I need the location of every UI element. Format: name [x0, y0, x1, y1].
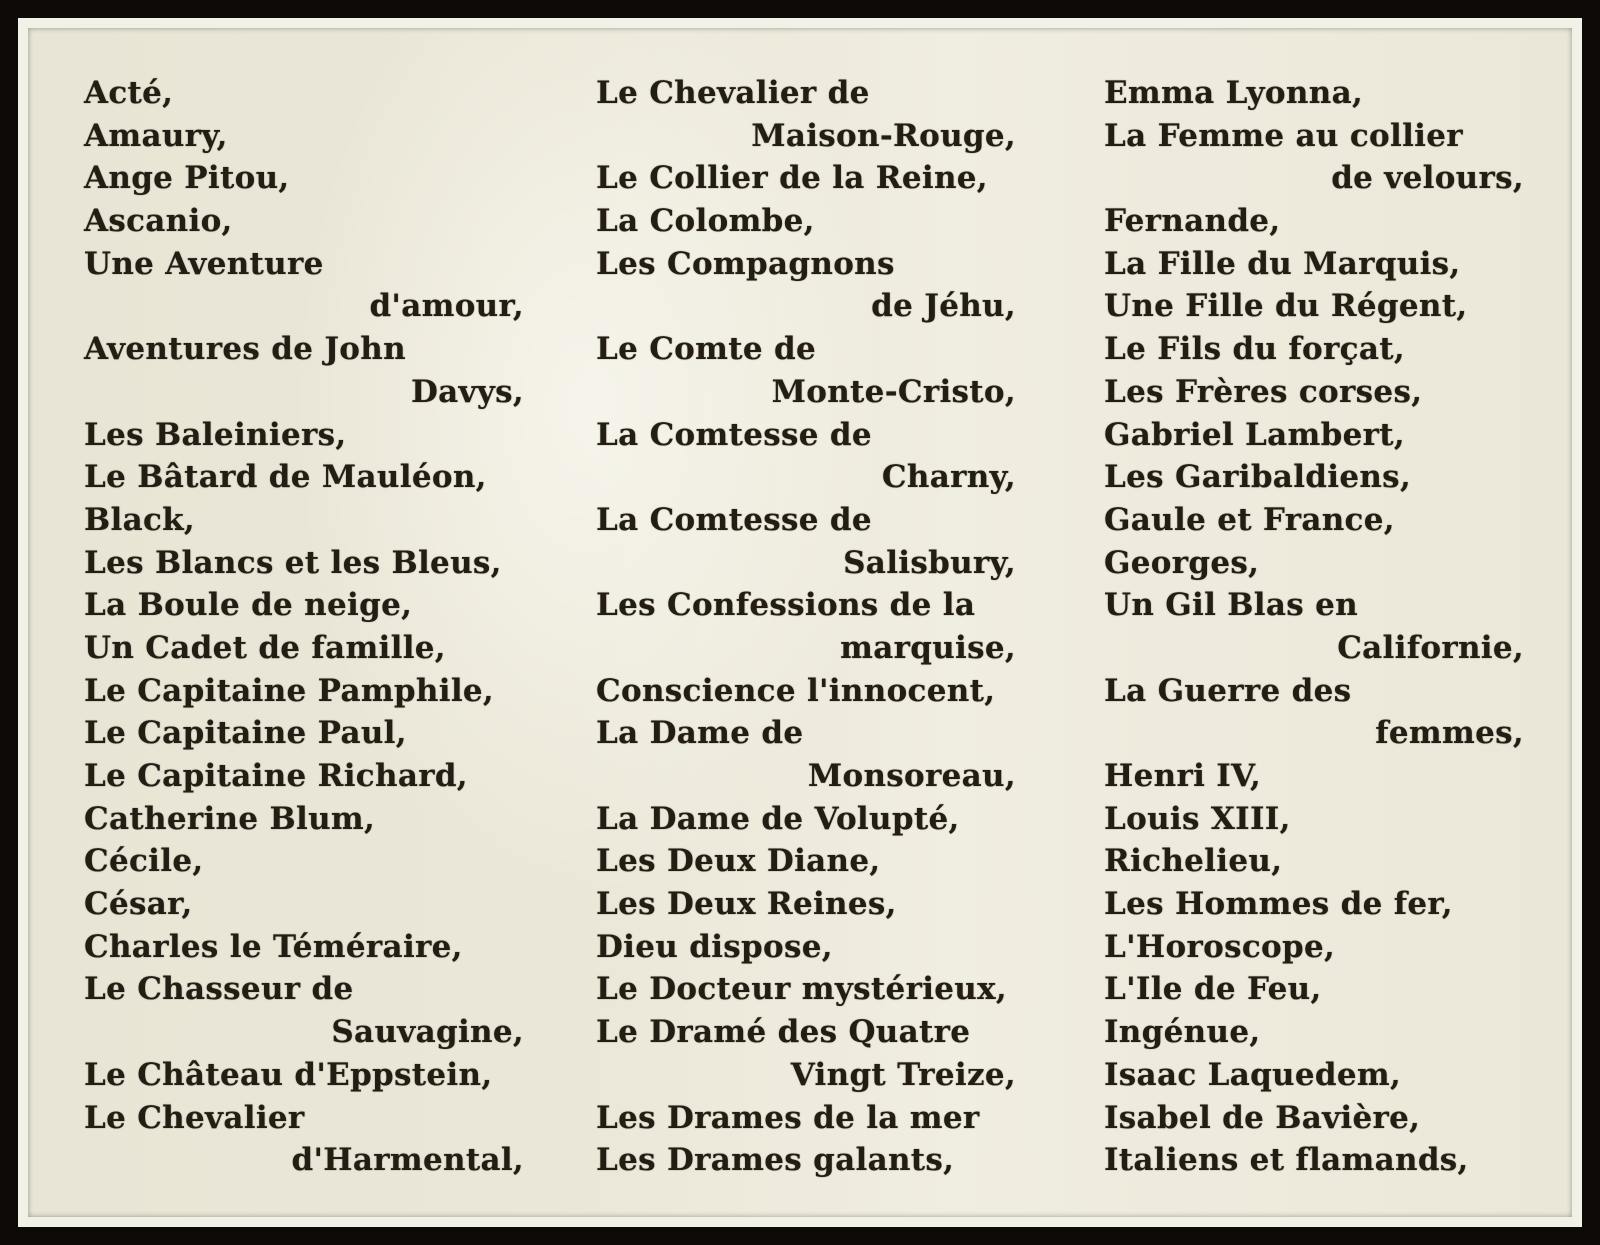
printed-page — [28, 28, 1572, 1217]
book-title — [1104, 72, 1524, 115]
book-title-line: Catherine Blum, — [84, 800, 376, 837]
book-title-line: Un Gil Blas en — [1104, 587, 1358, 624]
book-title-line: La Boule de neige, — [84, 587, 413, 624]
book-title-line: Isabel de Bavière, — [1104, 1099, 1421, 1136]
book-title-line: Le Capitaine Pamphile, — [84, 672, 495, 709]
book-title — [84, 1097, 524, 1182]
book-title — [1104, 200, 1524, 243]
book-title-line: Le Docteur mystérieux, — [596, 971, 1008, 1008]
book-title-continuation: Maison-Rouge, — [751, 117, 1016, 154]
book-title-line: Gaule et France, — [1104, 501, 1395, 538]
book-title-continuation: d'Harmental, — [291, 1142, 524, 1179]
book-title — [596, 584, 1016, 669]
title-column-3 — [1104, 72, 1524, 1182]
book-title-line: Georges, — [1104, 544, 1260, 581]
book-title-line: Louis XIII, — [1104, 800, 1291, 837]
book-title-line: Le Fils du forçat, — [1104, 331, 1405, 368]
book-title-continuation: Vingt Treize, — [790, 1056, 1016, 1093]
book-title — [596, 1011, 1016, 1096]
book-title-line: Fernande, — [1104, 203, 1281, 240]
book-title-line: La Comtesse de — [596, 416, 872, 453]
book-title — [84, 926, 524, 969]
book-title-line: Les Frères corses, — [1104, 373, 1423, 410]
book-title-continuation: de Jéhu, — [871, 288, 1016, 325]
book-title — [1104, 798, 1524, 841]
book-title-continuation: d'amour, — [369, 288, 524, 325]
book-title-line: Acté, — [84, 75, 174, 111]
book-title — [596, 243, 1016, 328]
book-title-line: Les Compagnons — [596, 245, 895, 282]
book-title — [1104, 1139, 1524, 1182]
book-title — [596, 499, 1016, 584]
book-title-continuation: femmes, — [1375, 715, 1524, 752]
book-title — [1104, 285, 1524, 328]
book-title-line: Un Cadet de famille, — [84, 629, 446, 666]
book-title-line: Conscience l'innocent, — [596, 672, 996, 709]
book-title — [596, 72, 1016, 157]
book-title-line: Les Hommes de fer, — [1104, 886, 1453, 923]
book-title-line: Italiens et flamands, — [1104, 1142, 1469, 1179]
book-title-line: L'Ile de Feu, — [1104, 971, 1322, 1008]
book-title-line: Emma Lyonna, — [1104, 75, 1364, 111]
book-title-line: La Colombe, — [596, 203, 815, 240]
book-title — [84, 883, 524, 926]
book-title — [1104, 414, 1524, 457]
book-title — [84, 157, 524, 200]
book-title — [84, 115, 524, 158]
book-title-line: Black, — [84, 501, 196, 538]
book-title — [596, 1139, 1016, 1182]
book-title — [1104, 755, 1524, 798]
book-title — [84, 243, 524, 328]
book-title — [1104, 542, 1524, 585]
book-title — [84, 542, 524, 585]
book-title — [84, 499, 524, 542]
book-title-continuation: marquise, — [840, 629, 1016, 666]
book-title — [1104, 243, 1524, 286]
book-title — [84, 200, 524, 243]
book-title-line: Ingénue, — [1104, 1014, 1261, 1051]
book-title-line: La Comtesse de — [596, 501, 872, 538]
book-title — [84, 328, 524, 413]
book-title-continuation: Davys, — [410, 373, 524, 410]
book-title-line: La Dame de — [596, 715, 804, 752]
book-title — [1104, 115, 1524, 200]
book-title — [84, 840, 524, 883]
book-title — [596, 968, 1016, 1011]
book-title — [1104, 499, 1524, 542]
book-title-continuation: Monsoreau, — [807, 758, 1016, 794]
book-title — [84, 584, 524, 627]
book-title-line: Le Château d'Eppstein, — [84, 1056, 493, 1093]
book-title-line: Dieu dispose, — [596, 928, 833, 965]
book-title-line: Le Chasseur de — [84, 971, 354, 1008]
book-title-line: Une Fille du Régent, — [1104, 288, 1468, 325]
book-title — [1104, 968, 1524, 1011]
book-title-continuation: Charny, — [881, 459, 1016, 496]
book-title — [84, 456, 524, 499]
book-title-line: Les Drames de la mer — [596, 1099, 980, 1136]
photo-frame — [18, 18, 1582, 1227]
book-title-line: La Fille du Marquis, — [1104, 245, 1461, 282]
book-title — [596, 926, 1016, 969]
book-title — [1104, 926, 1524, 969]
book-title — [596, 157, 1016, 200]
book-title-line: Charles le Téméraire, — [84, 928, 463, 965]
book-title-continuation: Salisbury, — [843, 544, 1016, 581]
book-title-line: L'Horoscope, — [1104, 928, 1336, 965]
book-title-line: Les Garibaldiens, — [1104, 459, 1412, 496]
book-title — [596, 712, 1016, 797]
book-title-line: Le Dramé des Quatre — [596, 1014, 971, 1051]
book-title-line: Gabriel Lambert, — [1104, 416, 1405, 453]
book-title-line: Le Collier de la Reine, — [596, 160, 988, 197]
book-title — [596, 840, 1016, 883]
book-title-line: Cécile, — [84, 843, 204, 880]
book-title-line: Une Aventure — [84, 245, 324, 282]
book-title — [84, 798, 524, 841]
book-title-line: La Femme au collier — [1104, 117, 1463, 154]
book-title-line: Richelieu, — [1104, 843, 1283, 880]
book-title — [1104, 670, 1524, 755]
book-title — [1104, 883, 1524, 926]
book-title-line: Les Deux Diane, — [596, 843, 881, 880]
book-title-line: Amaury, — [84, 117, 228, 154]
book-title-line: Le Chevalier de — [596, 75, 870, 111]
book-title-line: Ascanio, — [84, 203, 233, 240]
book-title — [1104, 456, 1524, 499]
book-title-continuation: de velours, — [1331, 160, 1524, 197]
book-title — [596, 414, 1016, 499]
book-title — [596, 670, 1016, 713]
book-title-line: Ange Pitou, — [84, 160, 290, 197]
book-title — [84, 670, 524, 713]
book-title — [1104, 328, 1524, 371]
book-title-continuation: Monte-Cristo, — [771, 373, 1016, 410]
book-title — [84, 414, 524, 457]
book-title-line: Les Confessions de la — [596, 587, 976, 624]
book-title-line: Les Drames galants, — [596, 1142, 955, 1179]
book-title — [596, 798, 1016, 841]
book-title-continuation: Sauvagine, — [331, 1014, 524, 1051]
book-title — [1104, 371, 1524, 414]
book-title-line: Le Capitaine Paul, — [84, 715, 407, 752]
book-title-line: Isaac Laquedem, — [1104, 1056, 1402, 1093]
book-title — [596, 328, 1016, 413]
book-title — [84, 755, 524, 798]
book-title-line: César, — [84, 886, 193, 923]
title-column-2 — [596, 72, 1016, 1182]
book-title-line: Les Deux Reines, — [596, 886, 897, 923]
book-title — [1104, 1011, 1524, 1054]
book-title-line: La Guerre des — [1104, 672, 1352, 709]
book-title — [84, 627, 524, 670]
book-title-line: Le Bâtard de Mauléon, — [84, 459, 487, 496]
book-title — [84, 1054, 524, 1097]
book-title — [84, 712, 524, 755]
book-title-line: Le Comte de — [596, 331, 816, 368]
book-title-line: Les Baleiniers, — [84, 416, 347, 453]
book-title — [596, 883, 1016, 926]
title-column-1 — [84, 72, 524, 1182]
book-title-line: Henri IV, — [1104, 758, 1262, 794]
book-title — [1104, 584, 1524, 669]
book-title-line: Aventures de John — [84, 331, 406, 368]
book-title — [596, 200, 1016, 243]
book-title — [84, 968, 524, 1053]
book-title-line: La Dame de Volupté, — [596, 800, 960, 837]
book-title — [1104, 840, 1524, 883]
book-title-line: Le Capitaine Richard, — [84, 758, 468, 794]
book-title-line: Le Chevalier — [84, 1099, 305, 1136]
book-title-line: Les Blancs et les Bleus, — [84, 544, 502, 581]
book-title-continuation: Californie, — [1337, 629, 1524, 666]
book-title — [84, 72, 524, 115]
book-title — [1104, 1054, 1524, 1097]
book-title — [1104, 1097, 1524, 1140]
book-title — [596, 1097, 1016, 1140]
